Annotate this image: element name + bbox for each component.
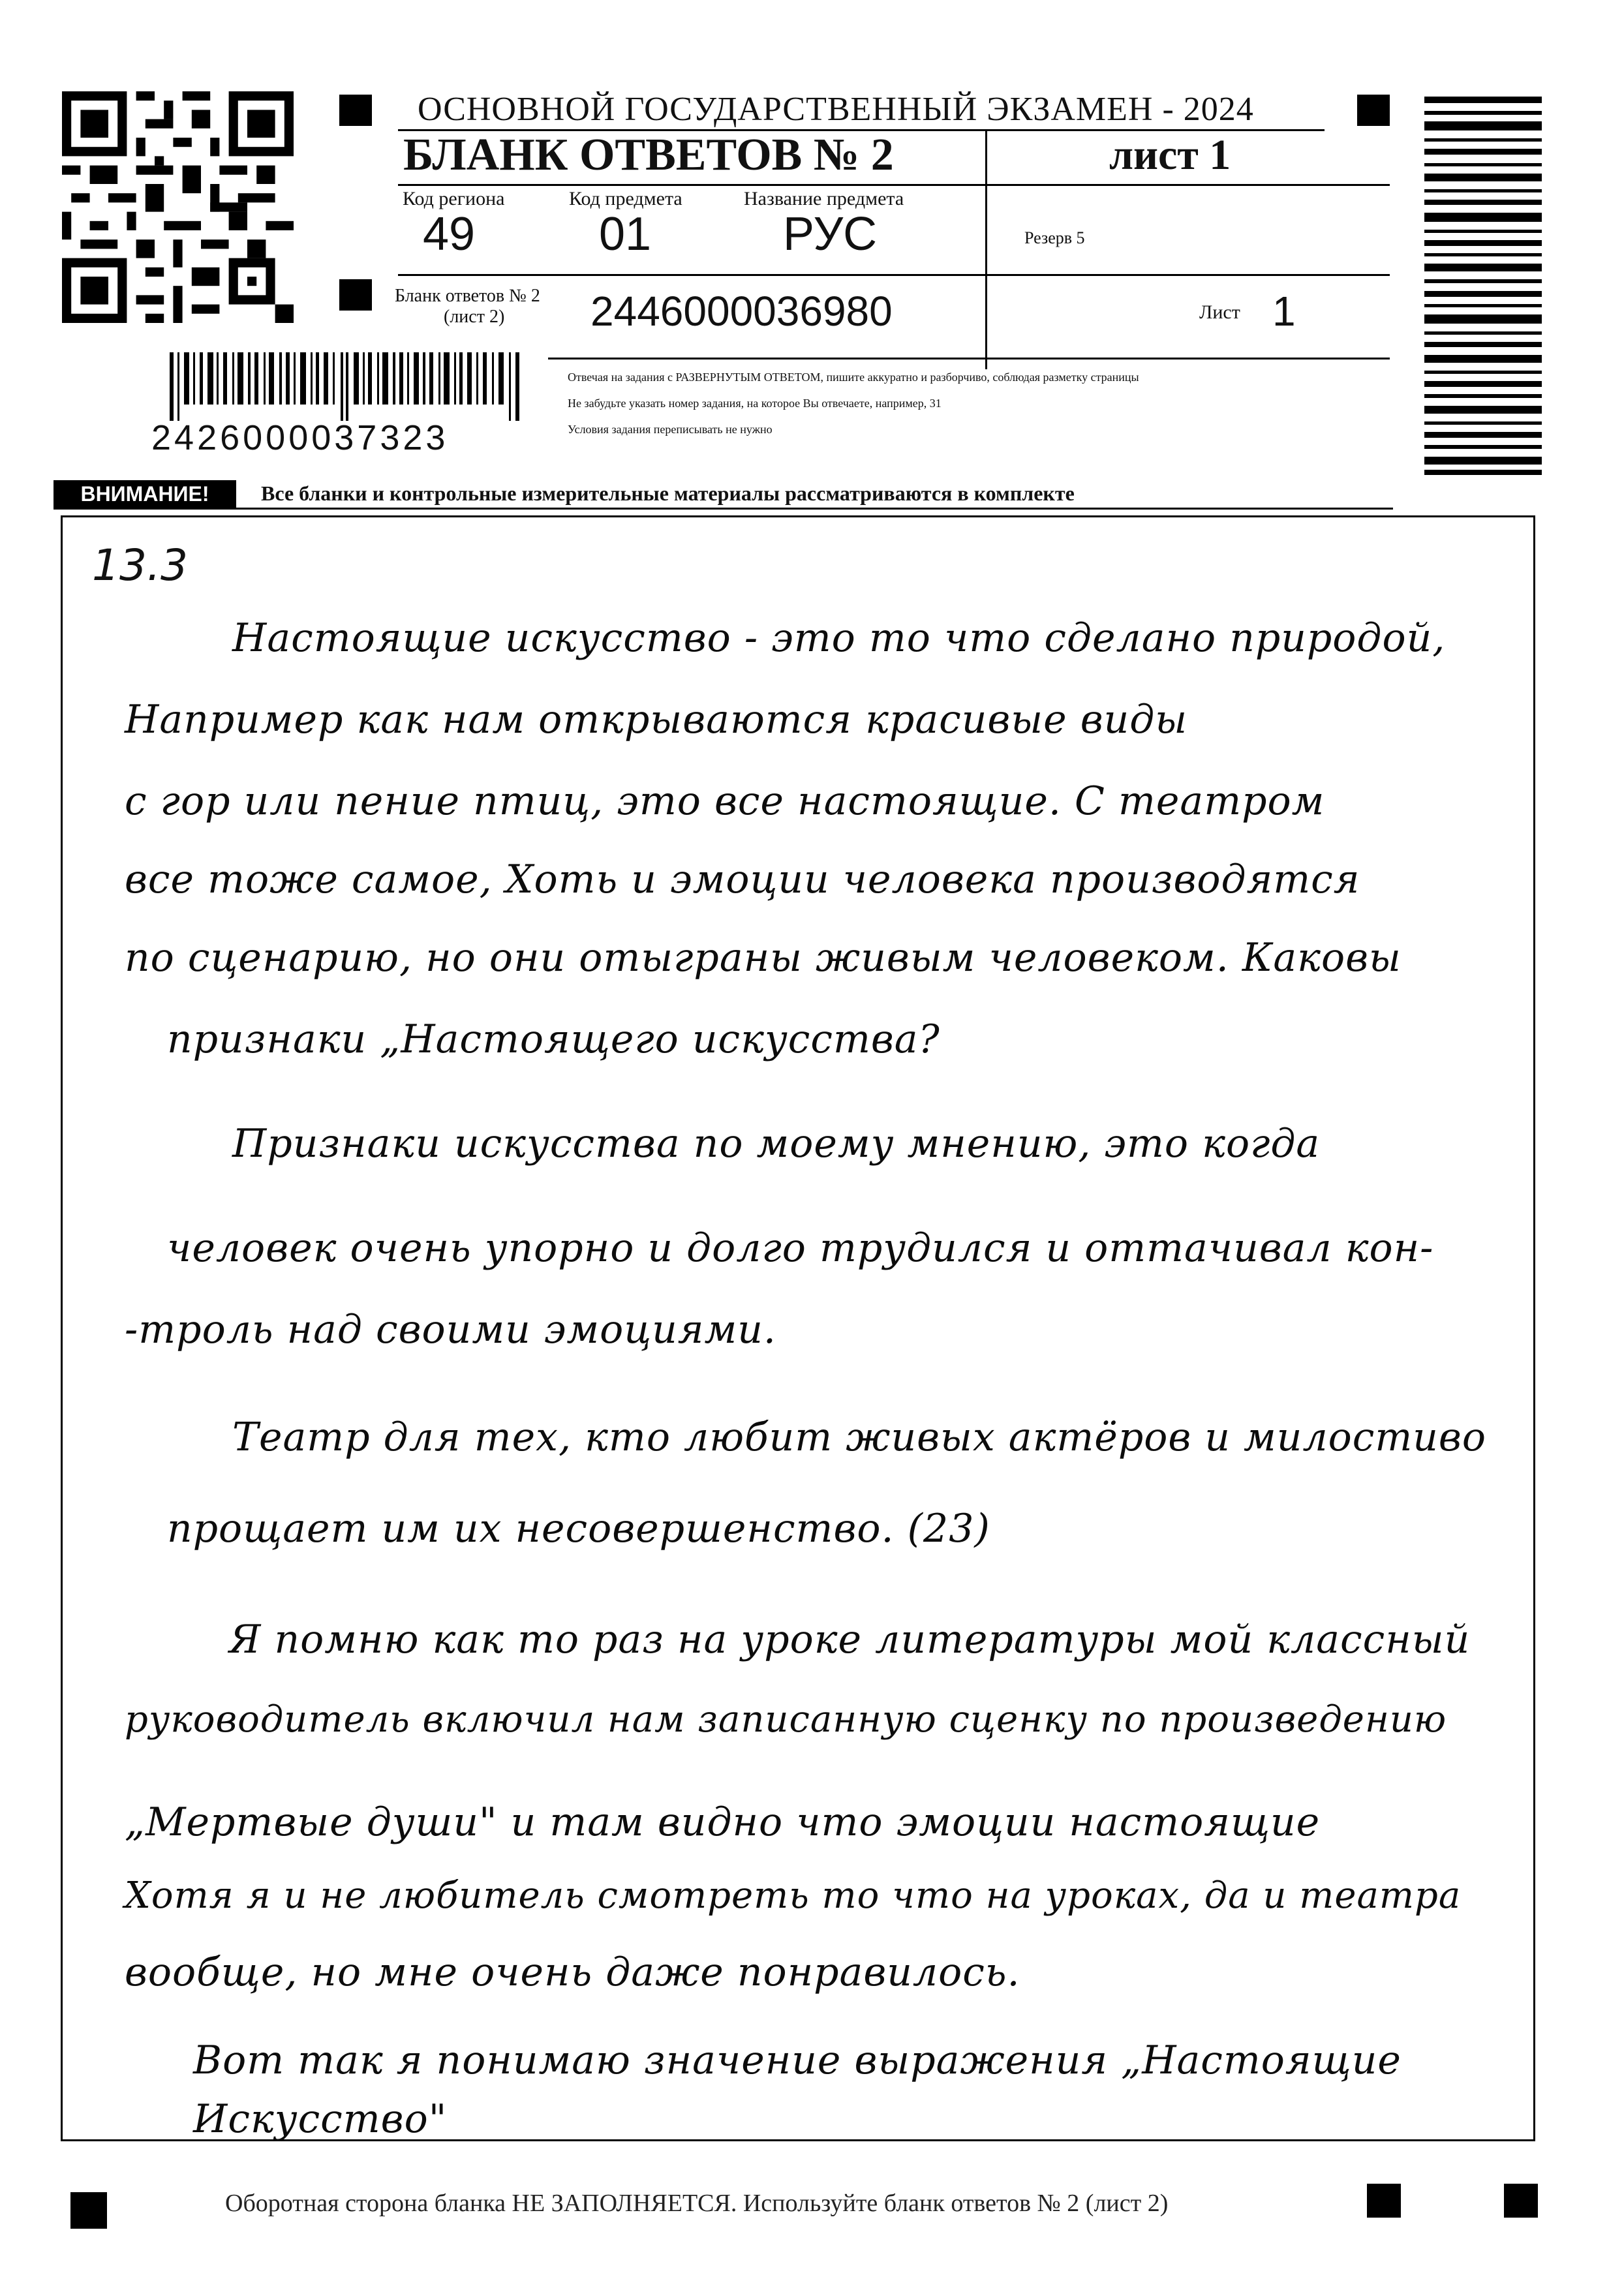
answer-line: признаки „Настоящего искусства?: [167, 1016, 940, 1062]
subject-name-value: РУС: [783, 208, 878, 260]
answer-line: по сценарию, но они отыграны живым человеком. Каковы: [125, 935, 1402, 981]
answer-frame: [61, 515, 1535, 2141]
task-number: 13.3: [92, 540, 188, 590]
answer-line: „Мертвые души" и там видно что эмоции настоящие: [125, 1799, 1321, 1845]
registration-mark: [339, 95, 372, 126]
divider: [398, 184, 1390, 186]
answer-line: с гор или пение птиц, это все настоящие. С театром: [125, 778, 1325, 824]
exam-title: ОСНОВНОЙ ГОСУДАРСТВЕННЫЙ ЭКЗАМЕН - 2024: [418, 91, 1254, 128]
answer-line: прощает им их несовершенство. (23): [167, 1506, 990, 1551]
divider: [398, 274, 1390, 276]
qr-code: [62, 91, 294, 323]
subject-code-value: 01: [599, 208, 652, 260]
side-stripe-code: [1424, 97, 1542, 475]
linked-form-number: 2446000036980: [590, 288, 893, 335]
form-title: БЛАНК ОТВЕТОВ № 2: [403, 130, 894, 180]
instruction-line: Условия задания переписывать не нужно: [568, 423, 773, 436]
page-number: 1: [1272, 288, 1296, 335]
answer-line: все тоже самое, Хоть и эмоции человека производятся: [125, 857, 1360, 902]
attention-badge: ВНИМАНИЕ!: [54, 480, 236, 508]
registration-mark: [339, 279, 372, 311]
linked-form-label: Бланк ответов № 2: [395, 286, 540, 306]
footer-note: Оборотная сторона бланка НЕ ЗАПОЛНЯЕТСЯ. Используйте бланк ответов № 2 (лист 2): [225, 2190, 1169, 2217]
answer-line: Я помню как то раз на уроке литературы мой классный: [229, 1617, 1471, 1662]
answer-line: руководитель включил нам записанную сценку по произведению: [125, 1698, 1447, 1741]
answer-line: Хотя я и не любитель смотреть то что на уроках, да и театра: [125, 1874, 1462, 1917]
answer-line: человек очень упорно и долго трудился и оттачивал кон-: [167, 1225, 1434, 1271]
answer-line: Например как нам открываются красивые виды: [125, 697, 1188, 742]
registration-mark: [70, 2192, 107, 2229]
answer-line: Театр для тех, кто любит живых актёров и милостиво: [232, 1414, 1486, 1460]
linked-form-label-sub: (лист 2): [444, 307, 505, 327]
answer-line: Вот так я понимаю значение выражения „Настоящие: [193, 2038, 1402, 2083]
instruction-line: Отвечая на задания с РАЗВЕРНУТЫМ ОТВЕТОМ, пишите аккуратно и разборчиво, соблюдая разметку страницы: [568, 371, 1139, 384]
answer-line: -троль над своими эмоциями.: [125, 1307, 776, 1352]
instruction-line: Не забудьте указать номер задания, на которое Вы отвечаете, например, 31: [568, 397, 942, 410]
region-value: 49: [423, 208, 476, 260]
registration-mark: [1357, 95, 1390, 126]
page-label: Лист: [1199, 301, 1240, 323]
divider: [985, 129, 987, 369]
reserve-label: Резерв 5: [1024, 228, 1085, 247]
answer-line: вообще, но мне очень даже понравилось.: [125, 1949, 1020, 1995]
registration-mark: [1367, 2184, 1401, 2218]
divider: [548, 358, 1390, 359]
sheet-label: лист 1: [1109, 131, 1231, 179]
answer-line: Настоящие искусство - это то что сделано природой,: [232, 615, 1446, 661]
answer-line: Признаки искусства по моему мнению, это когда: [232, 1121, 1321, 1167]
barcode: [170, 352, 525, 421]
answer-line: Искусство": [193, 2096, 448, 2142]
region-label: Код региона: [403, 188, 505, 209]
attention-text: Все бланки и контрольные измерительные материалы рассматриваются в комплекте: [261, 481, 1075, 505]
barcode-number: 2426000037323: [151, 418, 449, 457]
registration-mark: [1504, 2184, 1538, 2218]
divider: [54, 508, 1393, 510]
subject-name-label: Название предмета: [744, 188, 904, 209]
subject-code-label: Код предмета: [569, 188, 682, 209]
